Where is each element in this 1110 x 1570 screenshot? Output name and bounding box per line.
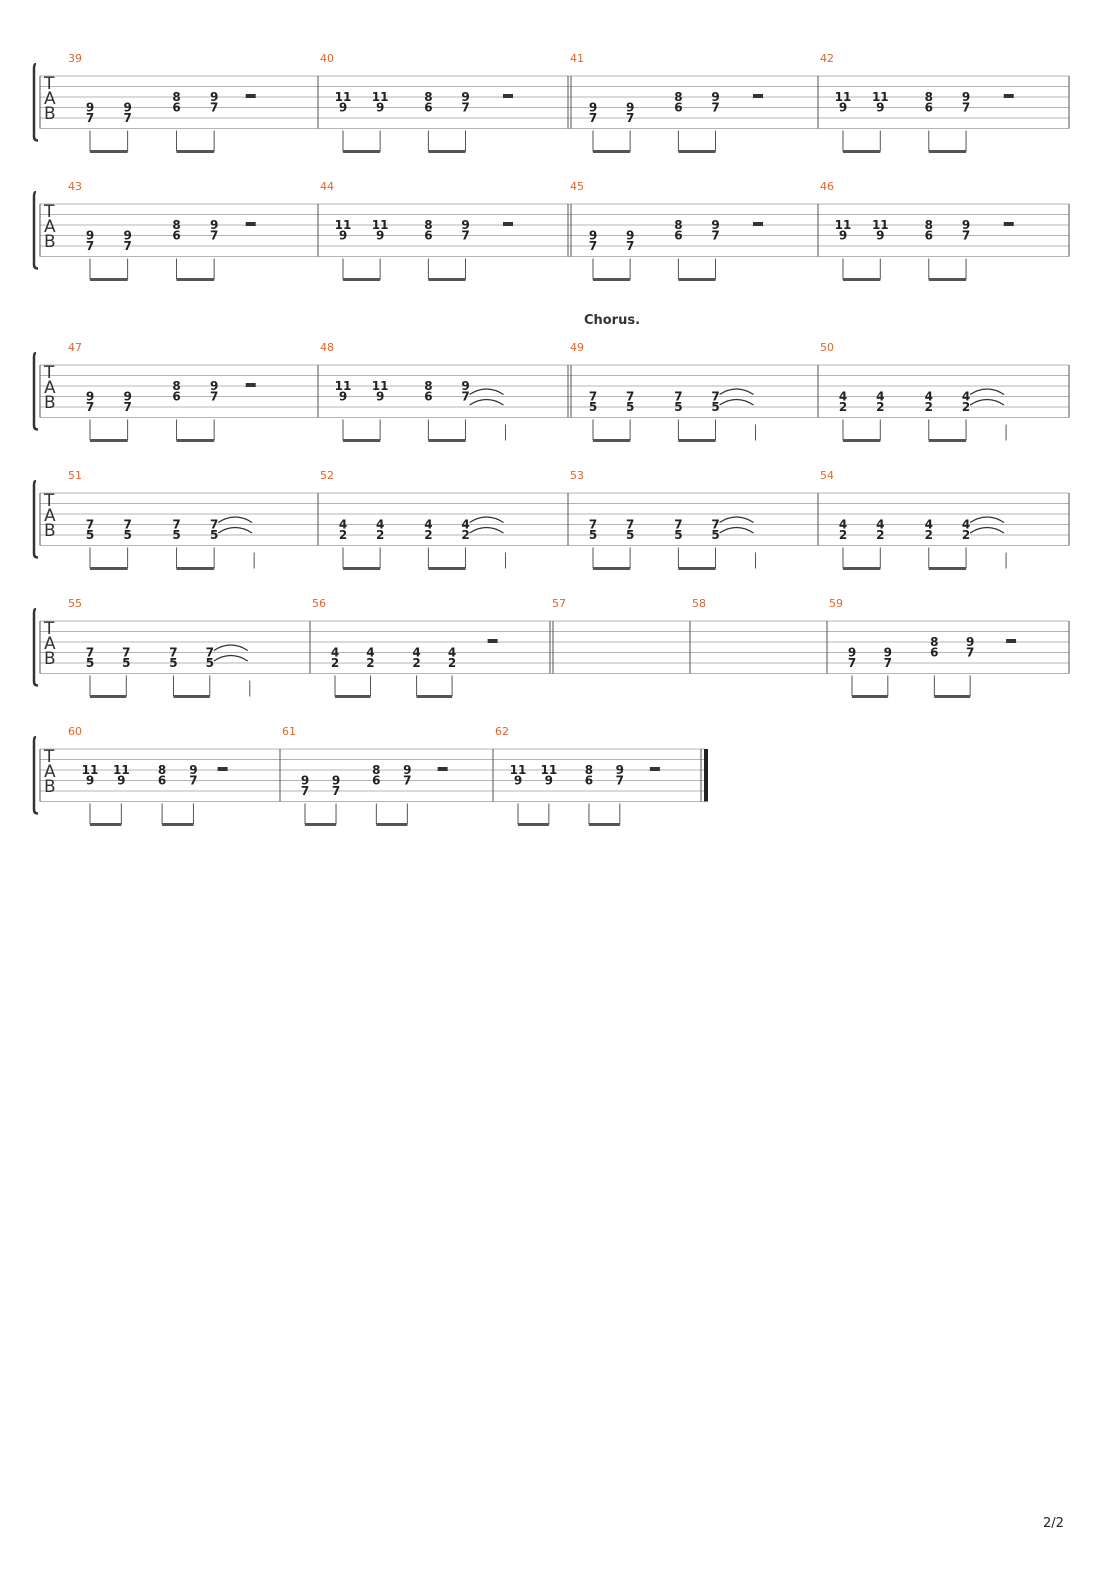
fret-number: 8	[424, 218, 433, 232]
tab-clef-letter: A	[44, 762, 56, 782]
half-rest	[1004, 222, 1014, 226]
half-rest	[488, 639, 498, 643]
fret-number: 9	[461, 379, 470, 393]
fret-number: 7	[331, 784, 341, 798]
fret-number: 9	[209, 90, 219, 104]
tie-arc	[470, 400, 504, 406]
tab-clef-letter: T	[44, 619, 55, 639]
bar-number: 49	[570, 341, 584, 354]
fret-number: 6	[924, 100, 933, 115]
bar-number: 53	[570, 469, 584, 482]
fret-number: 9	[85, 100, 95, 115]
final-barline-thick	[704, 749, 708, 802]
fret-number: 4	[924, 517, 933, 532]
bar-number: 39	[68, 52, 82, 65]
fret-number: 2	[366, 656, 375, 670]
fret-number: 11	[81, 763, 99, 777]
fret-number: 11	[834, 218, 852, 232]
tab-clef-letter: B	[44, 232, 56, 252]
fret-number: 2	[961, 400, 971, 414]
fret-number: 2	[961, 528, 971, 542]
bar-number: 48	[320, 341, 334, 354]
fret-number: 11	[371, 90, 389, 104]
bar-number: 56	[312, 597, 326, 610]
fret-number: 2	[838, 400, 848, 414]
fret-number: 9	[375, 228, 385, 243]
tab-system	[34, 52, 1069, 152]
fret-number: 9	[375, 389, 385, 404]
fret-number: 7	[961, 228, 971, 243]
fret-number: 4	[424, 517, 433, 532]
system-brace	[34, 737, 38, 814]
fret-number: 7	[300, 784, 310, 798]
fret-number: 4	[330, 645, 340, 660]
half-rest	[650, 767, 660, 771]
fret-number: 9	[85, 228, 95, 243]
fret-number: 7	[189, 773, 198, 788]
fret-number: 8	[674, 90, 683, 104]
system-brace	[34, 192, 38, 269]
fret-number: 9	[375, 100, 385, 115]
fret-number: 7	[461, 228, 470, 243]
bar-number: 50	[820, 341, 834, 354]
tie-arc	[970, 528, 1004, 534]
bar-number: 59	[829, 597, 843, 610]
fret-number: 9	[123, 228, 132, 243]
fret-number: 9	[615, 763, 625, 777]
fret-number: 9	[189, 763, 198, 777]
tie-arc	[720, 517, 754, 523]
fret-number: 8	[424, 90, 433, 104]
half-rest	[246, 94, 256, 98]
system-brace	[34, 353, 38, 430]
fret-number: 7	[711, 517, 720, 532]
fret-number: 9	[338, 389, 348, 404]
fret-number: 9	[338, 228, 348, 243]
bar-number: 57	[552, 597, 566, 610]
fret-number: 9	[123, 100, 132, 115]
fret-number: 4	[366, 645, 375, 660]
fret-number: 7	[172, 517, 181, 532]
fret-number: 7	[85, 400, 95, 414]
fret-number: 11	[540, 763, 558, 777]
fret-number: 11	[112, 763, 130, 777]
fret-number: 7	[883, 656, 892, 670]
fret-number: 9	[625, 228, 635, 243]
tie-arc	[970, 389, 1004, 395]
fret-number: 4	[447, 645, 457, 660]
fret-number: 6	[372, 773, 381, 788]
tie-arc	[470, 528, 504, 534]
fret-number: 7	[123, 111, 132, 125]
tab-system	[34, 469, 1069, 569]
bar-number: 42	[820, 52, 834, 65]
fret-number: 7	[85, 111, 95, 125]
fret-number: 5	[122, 656, 131, 670]
fret-number: 5	[169, 656, 178, 670]
fret-number: 7	[711, 389, 720, 404]
fret-number: 8	[172, 379, 181, 393]
fret-number: 9	[588, 228, 598, 243]
fret-number: 7	[588, 517, 598, 532]
fret-number: 2	[375, 528, 385, 542]
fret-number: 7	[674, 389, 683, 404]
fret-number: 7	[461, 100, 470, 115]
bar-number: 47	[68, 341, 82, 354]
fret-number: 8	[424, 379, 433, 393]
fret-number: 6	[424, 228, 433, 243]
fret-number: 9	[209, 379, 219, 393]
fret-number: 9	[85, 389, 95, 404]
fret-number: 2	[838, 528, 848, 542]
fret-number: 2	[447, 656, 457, 670]
bar-number: 45	[570, 180, 584, 193]
bar-number: 62	[495, 725, 509, 738]
fret-number: 2	[412, 656, 421, 670]
bar-number: 61	[282, 725, 296, 738]
fret-number: 5	[711, 400, 720, 414]
fret-number: 9	[123, 389, 132, 404]
fret-number: 7	[588, 389, 598, 404]
fret-number: 11	[871, 90, 889, 104]
half-rest	[246, 222, 256, 226]
fret-number: 7	[625, 517, 635, 532]
bar-number: 41	[570, 52, 584, 65]
fret-number: 11	[871, 218, 889, 232]
fret-number: 9	[965, 635, 975, 649]
fret-number: 7	[403, 773, 412, 788]
fret-number: 11	[509, 763, 527, 777]
fret-number: 6	[584, 773, 594, 788]
fret-number: 4	[338, 517, 348, 532]
fret-number: 7	[85, 645, 95, 660]
fret-number: 7	[205, 645, 214, 660]
bar-number: 44	[320, 180, 334, 193]
fret-number: 6	[172, 100, 181, 115]
system-brace	[34, 64, 38, 141]
tie-arc	[720, 400, 754, 406]
tab-clef-letter: A	[44, 634, 56, 654]
tab-system	[34, 313, 1069, 441]
half-rest	[1004, 94, 1014, 98]
fret-number: 9	[876, 100, 885, 115]
fret-number: 7	[122, 645, 131, 660]
fret-number: 8	[924, 90, 933, 104]
tie-arc	[218, 517, 252, 523]
fret-number: 6	[424, 100, 433, 115]
fret-number: 9	[961, 90, 971, 104]
fret-number: 5	[205, 656, 214, 670]
bar-number: 52	[320, 469, 334, 482]
fret-number: 5	[711, 528, 720, 542]
fret-number: 4	[375, 517, 385, 532]
fret-number: 5	[209, 528, 219, 542]
fret-number: 11	[834, 90, 852, 104]
tie-arc	[218, 528, 252, 534]
tie-arc	[720, 389, 754, 395]
fret-number: 9	[300, 773, 310, 788]
fret-number: 5	[625, 400, 635, 414]
tab-system	[34, 725, 708, 825]
half-rest	[218, 767, 228, 771]
fret-number: 4	[838, 517, 848, 532]
half-rest	[753, 222, 763, 226]
fret-number: 2	[924, 400, 933, 414]
fret-number: 9	[838, 100, 848, 115]
fret-number: 8	[172, 90, 181, 104]
fret-number: 9	[588, 100, 598, 115]
fret-number: 7	[625, 111, 635, 125]
fret-number: 7	[961, 100, 971, 115]
fret-number: 6	[930, 645, 939, 660]
fret-number: 2	[461, 528, 470, 542]
tab-clef-letter: B	[44, 777, 56, 797]
fret-number: 6	[157, 773, 167, 788]
fret-number: 2	[338, 528, 348, 542]
tab-clef-letter: B	[44, 104, 56, 124]
fret-number: 4	[961, 389, 971, 404]
fret-number: 11	[334, 218, 352, 232]
fret-number: 7	[209, 100, 219, 115]
tab-clef-letter: T	[44, 747, 55, 767]
fret-number: 8	[372, 763, 381, 777]
fret-number: 9	[876, 228, 885, 243]
bar-number: 60	[68, 725, 82, 738]
tab-clef-letter: A	[44, 89, 56, 109]
fret-number: 2	[330, 656, 340, 670]
tab-clef-letter: A	[44, 506, 56, 526]
tie-arc	[720, 528, 754, 534]
bar-number: 58	[692, 597, 706, 610]
tie-arc	[214, 656, 248, 662]
fret-number: 2	[924, 528, 933, 542]
fret-number: 7	[85, 239, 95, 253]
fret-number: 2	[876, 528, 885, 542]
fret-number: 6	[674, 228, 683, 243]
fret-number: 5	[625, 528, 635, 542]
fret-number: 9	[838, 228, 848, 243]
fret-number: 5	[674, 400, 683, 414]
tie-arc	[470, 517, 504, 523]
fret-number: 4	[924, 389, 933, 404]
tab-clef-letter: B	[44, 521, 56, 541]
fret-number: 8	[157, 763, 167, 777]
fret-number: 8	[924, 218, 933, 232]
tab-clef-letter: T	[44, 363, 55, 383]
tab-clef-letter: B	[44, 393, 56, 413]
fret-number: 7	[711, 100, 720, 115]
fret-number: 7	[123, 400, 132, 414]
page-number: 2/2	[1043, 1516, 1064, 1531]
fret-number: 5	[588, 400, 598, 414]
bar-number: 51	[68, 469, 82, 482]
fret-number: 4	[838, 389, 848, 404]
bar-number: 46	[820, 180, 834, 193]
fret-number: 5	[123, 528, 132, 542]
tab-clef-letter: B	[44, 649, 56, 669]
fret-number: 9	[403, 763, 412, 777]
tab-system	[34, 597, 1069, 697]
fret-number: 7	[588, 239, 598, 253]
fret-number: 4	[961, 517, 971, 532]
fret-number: 6	[424, 389, 433, 404]
fret-number: 9	[331, 773, 341, 788]
fret-number: 9	[883, 645, 892, 660]
fret-number: 6	[924, 228, 933, 243]
bar-number: 43	[68, 180, 82, 193]
fret-number: 7	[85, 517, 95, 532]
fret-number: 8	[584, 763, 594, 777]
system-brace	[34, 481, 38, 558]
fret-number: 7	[169, 645, 178, 660]
fret-number: 11	[371, 218, 389, 232]
fret-number: 7	[461, 389, 470, 404]
fret-number: 7	[625, 239, 635, 253]
fret-number: 9	[85, 773, 95, 788]
fret-number: 8	[930, 635, 939, 649]
tab-system	[34, 180, 1069, 280]
fret-number: 2	[876, 400, 885, 414]
fret-number: 9	[117, 773, 126, 788]
tab-clef-letter: T	[44, 491, 55, 511]
bar-number: 54	[820, 469, 834, 482]
fret-number: 6	[674, 100, 683, 115]
section-label: Chorus.	[583, 313, 641, 328]
fret-number: 9	[461, 90, 470, 104]
tab-clef-letter: A	[44, 378, 56, 398]
fret-number: 7	[847, 656, 857, 670]
fret-number: 5	[85, 528, 95, 542]
fret-number: 7	[588, 111, 598, 125]
half-rest	[438, 767, 448, 771]
fret-number: 7	[674, 517, 683, 532]
fret-number: 6	[172, 389, 181, 404]
half-rest	[1006, 639, 1016, 643]
fret-number: 9	[711, 90, 720, 104]
tab-clef-letter: T	[44, 202, 55, 222]
half-rest	[753, 94, 763, 98]
fret-number: 7	[625, 389, 635, 404]
fret-number: 2	[424, 528, 433, 542]
tab-clef-letter: T	[44, 74, 55, 94]
fret-number: 7	[123, 517, 132, 532]
fret-number: 5	[588, 528, 598, 542]
tie-arc	[214, 645, 248, 651]
fret-number: 7	[615, 773, 625, 788]
fret-number: 8	[172, 218, 181, 232]
fret-number: 7	[209, 389, 219, 404]
fret-number: 9	[961, 218, 971, 232]
tie-arc	[970, 517, 1004, 523]
fret-number: 4	[876, 517, 885, 532]
tie-arc	[970, 400, 1004, 406]
fret-number: 7	[209, 517, 219, 532]
fret-number: 9	[461, 218, 470, 232]
fret-number: 7	[123, 239, 132, 253]
fret-number: 7	[965, 645, 975, 660]
tie-arc	[470, 389, 504, 395]
half-rest	[503, 222, 513, 226]
fret-number: 11	[334, 90, 352, 104]
bar-number: 55	[68, 597, 82, 610]
fret-number: 9	[544, 773, 554, 788]
fret-number: 9	[625, 100, 635, 115]
fret-number: 4	[876, 389, 885, 404]
fret-number: 5	[172, 528, 181, 542]
fret-number: 9	[513, 773, 523, 788]
half-rest	[503, 94, 513, 98]
fret-number: 5	[674, 528, 683, 542]
fret-number: 11	[334, 379, 352, 393]
fret-number: 5	[85, 656, 95, 670]
fret-number: 9	[711, 218, 720, 232]
fret-number: 6	[172, 228, 181, 243]
fret-number: 7	[711, 228, 720, 243]
fret-number: 8	[674, 218, 683, 232]
half-rest	[246, 383, 256, 387]
fret-number: 7	[209, 228, 219, 243]
fret-number: 9	[338, 100, 348, 115]
fret-number: 4	[461, 517, 470, 532]
tab-clef-letter: A	[44, 217, 56, 237]
fret-number: 11	[371, 379, 389, 393]
fret-number: 9	[209, 218, 219, 232]
fret-number: 9	[847, 645, 857, 660]
system-brace	[34, 609, 38, 686]
fret-number: 4	[412, 645, 421, 660]
bar-number: 40	[320, 52, 334, 65]
